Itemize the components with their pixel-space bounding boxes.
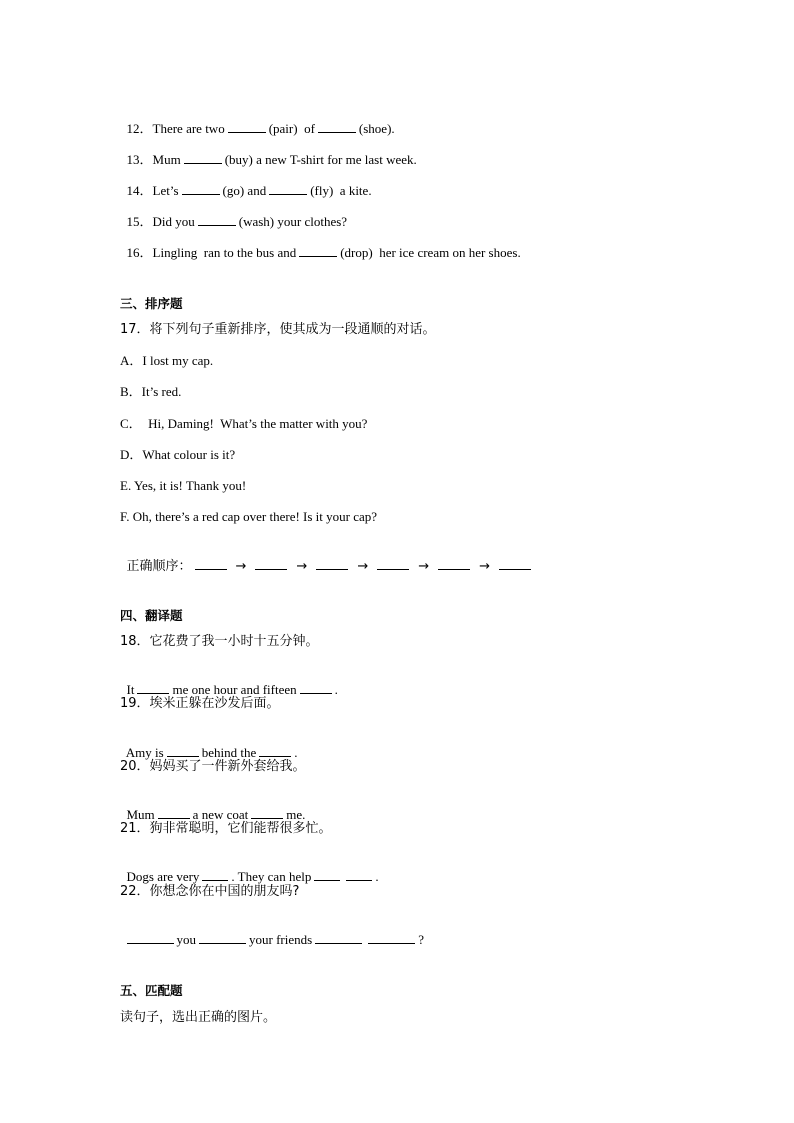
question-number: 16． (126, 245, 153, 260)
question-text: (go) and (222, 183, 267, 198)
order-blank[interactable] (499, 557, 531, 570)
answer-order-label: 正确顺序： (126, 559, 192, 574)
question-text: Amy is (125, 745, 164, 760)
question-20-answer (120, 790, 305, 823)
question-text: . (294, 745, 298, 760)
question-text: It (126, 682, 135, 697)
question-text: me. (286, 807, 306, 822)
answer-blank[interactable] (315, 931, 362, 944)
question-12 (120, 104, 395, 137)
question-text: (wash) your clothes? (238, 214, 348, 229)
question-text: . (334, 682, 338, 697)
section-instruction: 读句子，选出正确的图片。 (120, 1010, 277, 1025)
question-22-prompt: 22．你想念你在中国的朋友吗? (120, 884, 300, 899)
order-blank[interactable] (255, 557, 287, 570)
option-a: A．I lost my cap. (120, 353, 214, 368)
question-21-answer (120, 852, 379, 885)
question-text: Mum (126, 807, 155, 822)
answer-blank[interactable] (167, 744, 199, 757)
question-14 (120, 166, 372, 199)
answer-blank[interactable] (314, 868, 340, 881)
answer-blank[interactable] (228, 120, 266, 133)
answer-blank[interactable] (259, 744, 291, 757)
question-text: a new coat (192, 807, 249, 822)
arrow-icon: → (357, 559, 369, 574)
question-number: 14． (126, 183, 153, 198)
question-number: 12． (126, 121, 153, 136)
answer-blank[interactable] (299, 244, 337, 257)
option-e: E. Yes, it is! Thank you! (120, 478, 247, 493)
question-text: (drop) her ice cream on her shoes. (340, 245, 521, 260)
question-text: Did you (152, 214, 195, 229)
question-number: 13． (126, 152, 153, 167)
answer-blank[interactable] (182, 182, 220, 195)
question-18-prompt: 18．它花费了我一小时十五分钟。 (120, 634, 319, 649)
question-text: me one hour and fifteen (172, 682, 297, 697)
question-text: . (375, 869, 379, 884)
answer-blank[interactable] (269, 182, 307, 195)
option-d: D．What colour is it? (120, 447, 236, 462)
question-text: ? (418, 932, 424, 947)
question-19-answer (120, 728, 297, 761)
question-22-answer (120, 915, 424, 948)
arrow-icon: → (418, 559, 430, 574)
question-17-prompt: 17．将下列句子重新排序，使其成为一段通顺的对话。 (120, 322, 436, 337)
answer-blank[interactable] (318, 120, 356, 133)
question-19-prompt: 19．埃米正躲在沙发后面。 (120, 696, 280, 711)
order-blank[interactable] (195, 557, 227, 570)
answer-order-row (120, 541, 534, 575)
order-blank[interactable] (377, 557, 409, 570)
question-text: (fly) a kite. (310, 183, 372, 198)
answer-blank[interactable] (300, 681, 332, 694)
arrow-icon: → (235, 559, 247, 574)
section-heading: 五、匹配题 (120, 983, 183, 998)
answer-blank[interactable] (158, 806, 190, 819)
answer-blank[interactable] (137, 681, 169, 694)
answer-blank[interactable] (199, 931, 246, 944)
question-text: Mum (152, 152, 181, 167)
question-text: you (176, 932, 196, 947)
option-b: B．It’s red. (120, 384, 182, 399)
question-text: There are two (152, 121, 225, 136)
arrow-icon: → (479, 559, 491, 574)
question-text: behind the (201, 745, 257, 760)
question-18-answer (120, 665, 338, 698)
question-20-prompt: 20．妈妈买了一件新外套给我。 (120, 759, 306, 774)
question-text: Dogs are very (126, 869, 200, 884)
answer-blank[interactable] (368, 931, 415, 944)
question-13 (120, 135, 417, 168)
question-text: Lingling ran to the bus and (152, 245, 297, 260)
section-heading: 三、排序题 (120, 296, 183, 311)
question-15 (120, 197, 347, 230)
question-text: Let’s (152, 183, 179, 198)
option-f: F. Oh, there’s a red cap over there! Is it your cap? (120, 509, 378, 524)
question-21-prompt: 21．狗非常聪明，它们能帮很多忙。 (120, 821, 332, 836)
answer-blank[interactable] (346, 868, 372, 881)
arrow-icon: → (296, 559, 308, 574)
question-text: . They can help (231, 869, 312, 884)
answer-blank[interactable] (127, 931, 174, 944)
question-text: (pair) of (268, 121, 315, 136)
answer-blank[interactable] (251, 806, 283, 819)
question-16 (120, 228, 521, 261)
question-text: (buy) a new T-shirt for me last week. (224, 152, 417, 167)
option-c: C． Hi, Daming! What’s the matter with you? (120, 416, 368, 431)
answer-blank[interactable] (202, 868, 228, 881)
order-blank[interactable] (438, 557, 470, 570)
question-text: your friends (249, 932, 313, 947)
order-blank[interactable] (316, 557, 348, 570)
question-number: 15． (126, 214, 153, 229)
answer-blank[interactable] (184, 151, 222, 164)
section-heading: 四、翻译题 (120, 608, 183, 623)
question-text: (shoe). (358, 121, 395, 136)
answer-blank[interactable] (198, 213, 236, 226)
